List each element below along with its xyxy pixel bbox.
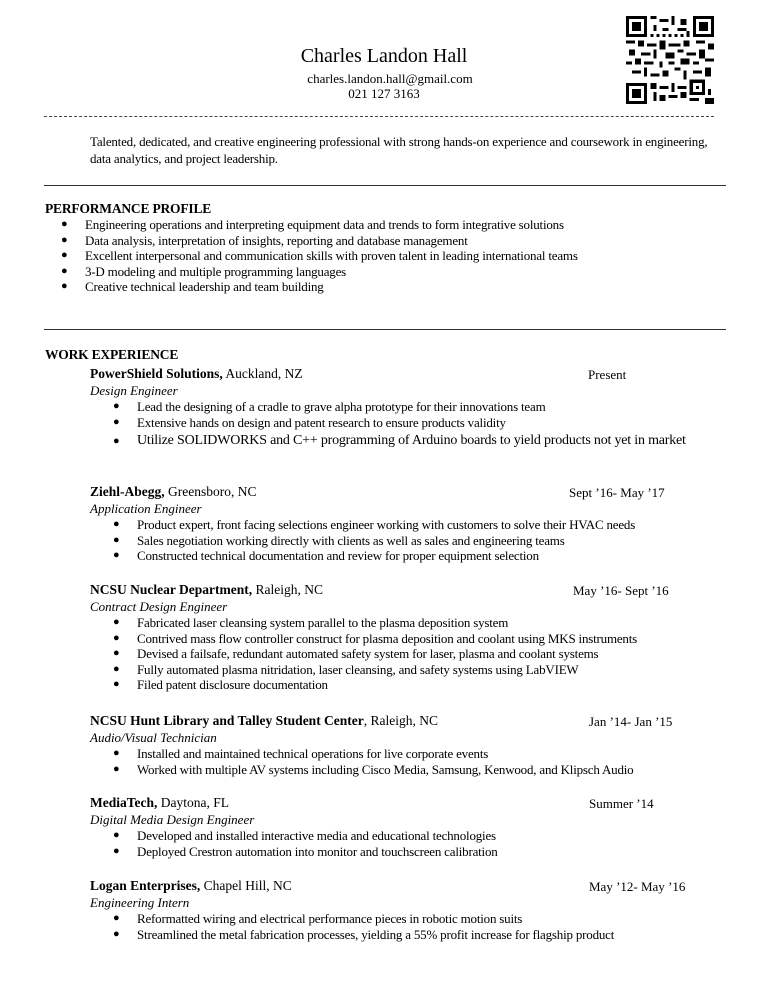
company-name: PowerShield Solutions, xyxy=(90,366,223,381)
job-role: Contract Design Engineer xyxy=(90,599,228,614)
bullet-icon: ● xyxy=(113,631,120,644)
job-date: Summer ’14 xyxy=(589,796,654,811)
job-bullets xyxy=(113,746,727,777)
company-name: MediaTech, xyxy=(90,795,158,810)
performance-profile-list xyxy=(61,217,725,295)
job-bullets xyxy=(113,517,727,564)
bullet-icon: ● xyxy=(113,844,120,857)
bullet-icon: ● xyxy=(61,233,68,246)
bullet-icon: ● xyxy=(61,264,68,277)
professional-summary: Talented, dedicated, and creative engineering professional with strong hands-on experience and coursework in engineering, data analytics, and project leadership. xyxy=(90,134,708,166)
candidate-name: Charles Landon Hall xyxy=(300,45,468,67)
job-date: Sept ’16- May ’17 xyxy=(569,485,665,500)
list-item: ● Filed patent disclosure documentation xyxy=(113,677,328,693)
section-divider xyxy=(44,329,726,330)
job-bullets xyxy=(113,911,727,942)
list-item: ● Reformatted wiring and electrical performance pieces in robotic motion suits xyxy=(113,911,523,926)
list-item: ● Deployed Crestron automation into monitor and touchscreen calibration xyxy=(113,843,498,859)
work-experience-heading: WORK EXPERIENCE xyxy=(45,347,179,362)
bullet-icon: ● xyxy=(61,249,68,262)
bullet-icon: ● xyxy=(113,518,120,530)
bullet-icon: ● xyxy=(113,400,120,412)
job-location: Auckland, NZ xyxy=(225,366,303,381)
bullet-icon: ● xyxy=(113,435,120,448)
job-date: Jan ’14- Jan ’15 xyxy=(589,714,673,729)
job-role: Application Engineer xyxy=(90,501,202,516)
job-header xyxy=(90,713,438,729)
job-header xyxy=(90,795,229,811)
list-item: ● Installed and maintained technical operations for live corporate events xyxy=(113,746,489,761)
list-item: ● Product expert, front facing selections engineer working with customers to solve their HVAC needs xyxy=(113,517,636,532)
list-item: ● Developed and installed interactive media and educational technologies xyxy=(113,828,496,843)
job-bullets xyxy=(113,615,727,693)
list-item: ● Streamlined the metal fabrication processes, yielding a 55% profit increase for flagship product xyxy=(113,926,615,942)
bullet-icon: ● xyxy=(113,647,120,660)
bullet-icon: ● xyxy=(113,912,120,924)
job-date: Present xyxy=(588,367,627,382)
job-header xyxy=(90,484,257,500)
bullet-icon: ● xyxy=(113,927,120,940)
phone-number: 021 127 3163 xyxy=(348,86,420,101)
job-role: Digital Media Design Engineer xyxy=(90,812,255,827)
job-location: Greensboro, NC xyxy=(168,484,257,499)
company-name: Ziehl-Abegg, xyxy=(90,484,165,499)
bullet-icon: ● xyxy=(113,747,120,759)
list-item: ● 3-D modeling and multiple programming languages xyxy=(61,263,347,279)
job-location: Daytona, FL xyxy=(160,795,229,810)
list-item: ● Extensive hands on design and patent research to ensure products validity xyxy=(113,414,506,430)
list-item: ● Excellent interpersonal and communication skills with proven talent in leading international teams xyxy=(61,248,578,264)
bullet-icon: ● xyxy=(113,549,120,562)
list-item: ● Utilize SOLIDWORKS and C++ programming of Arduino boards to yield products not yet in market xyxy=(113,433,686,449)
job-location: , Raleigh, NC xyxy=(363,713,439,728)
job-role: Audio/Visual Technician xyxy=(90,730,217,745)
performance-profile-heading: PERFORMANCE PROFILE xyxy=(45,201,212,216)
list-item: ● Creative technical leadership and team building xyxy=(61,279,324,295)
job-role: Design Engineer xyxy=(90,383,178,398)
list-item: ● Constructed technical documentation and review for proper equipment selection xyxy=(113,548,539,564)
bullet-icon: ● xyxy=(61,280,68,293)
list-item: ● Worked with multiple AV systems including Cisco Media, Samsung, Kenwood, and Klipsch Audio xyxy=(113,761,634,777)
job-location: Chapel Hill, NC xyxy=(203,878,292,893)
email-address: charles.landon.hall@gmail.com xyxy=(307,71,473,86)
bullet-icon: ● xyxy=(113,415,120,428)
bullet-icon: ● xyxy=(113,678,120,691)
bullet-icon: ● xyxy=(113,762,120,775)
bullet-icon: ● xyxy=(61,218,68,230)
bullet-icon: ● xyxy=(113,662,120,675)
list-item: ● Fabricated laser cleansing system parallel to the plasma deposition system xyxy=(113,615,509,630)
job-role: Engineering Intern xyxy=(90,895,190,910)
job-date: May ’16- Sept ’16 xyxy=(573,583,669,598)
job-header xyxy=(90,878,292,894)
section-divider xyxy=(44,185,726,186)
list-item: ● Data analysis, interpretation of insights, reporting and database management xyxy=(61,232,468,248)
list-item: ● Lead the designing of a cradle to grave alpha prototype for their innovations team xyxy=(113,399,546,414)
job-date: May ’12- May ’16 xyxy=(589,879,686,894)
header-divider xyxy=(44,116,714,117)
list-item: ● Contrived mass flow controller construct for plasma deposition and coolant using MKS instruments xyxy=(113,630,638,646)
job-header xyxy=(90,366,303,382)
list-item: ● Sales negotiation working directly with clients as well as sales and engineering teams xyxy=(113,532,565,548)
bullet-icon: ● xyxy=(113,829,120,841)
list-item: ● Devised a failsafe, redundant automated safety system for laser, plasma and coolant systems xyxy=(113,646,599,662)
job-bullets xyxy=(113,828,727,859)
company-name: Logan Enterprises, xyxy=(90,878,201,893)
job-location: Raleigh, NC xyxy=(255,582,323,597)
bullet-icon: ● xyxy=(113,533,120,546)
bullet-icon: ● xyxy=(113,616,120,628)
job-bullets xyxy=(113,399,712,450)
list-item: ● Engineering operations and interpreting equipment data and trends to form integrative solutions xyxy=(61,217,564,232)
qr-code-icon xyxy=(626,16,714,104)
job-header xyxy=(90,582,323,598)
list-item: ● Fully automated plasma nitridation, laser cleansing, and safety systems using LabVIEW xyxy=(113,661,579,677)
company-name: NCSU Hunt Library and Talley Student Center xyxy=(90,713,364,728)
company-name: NCSU Nuclear Department, xyxy=(90,582,253,597)
